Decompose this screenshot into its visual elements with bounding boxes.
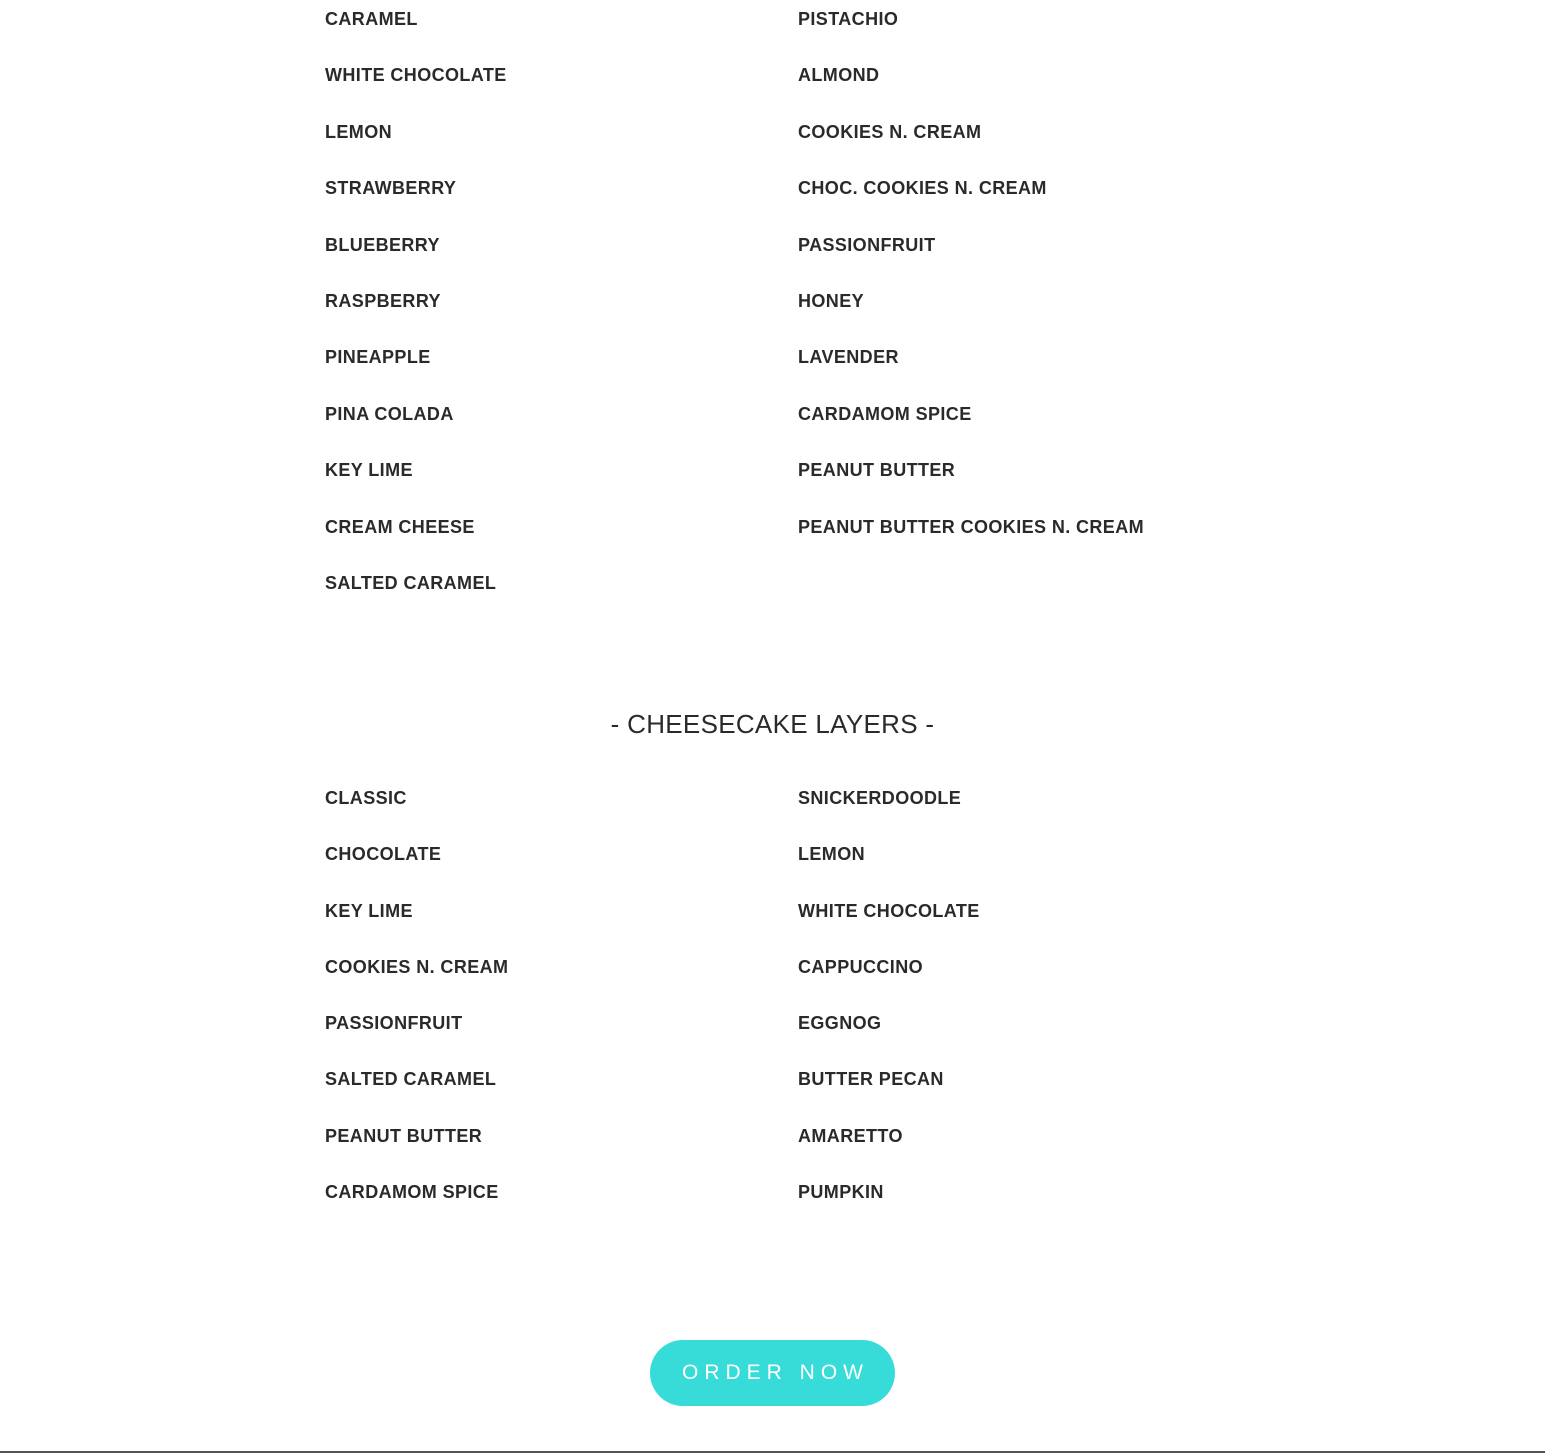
filling-flavor-item: STRAWBERRY <box>325 178 457 199</box>
cheesecake-layer-item: WHITE CHOCOLATE <box>798 900 980 921</box>
order-now-button[interactable]: ORDER NOW <box>650 1340 895 1406</box>
cheesecake-layer-item: CARDAMOM SPICE <box>325 1182 499 1203</box>
filling-flavor-item: PASSIONFRUIT <box>798 234 936 255</box>
cheesecake-layer-item: SALTED CARAMEL <box>325 1069 497 1090</box>
filling-flavor-item: COOKIES N. CREAM <box>798 121 982 142</box>
filling-flavor-item: PINEAPPLE <box>325 347 431 368</box>
cheesecake-layers-heading: - CHEESECAKE LAYERS - <box>610 709 935 739</box>
cheesecake-layer-item: PEANUT BUTTER <box>325 1125 483 1146</box>
cheesecake-layer-item: LEMON <box>798 844 865 865</box>
filling-flavor-item: ALMOND <box>798 65 880 86</box>
filling-flavor-item: PEANUT BUTTER <box>798 460 956 481</box>
cheesecake-layer-item: CLASSIC <box>325 788 407 808</box>
filling-flavor-item: WHITE CHOCOLATE <box>325 65 507 86</box>
filling-flavor-item: CREAM CHEESE <box>325 516 475 537</box>
cheesecake-layer-item: CAPPUCCINO <box>798 956 924 977</box>
cheesecake-layers-list <box>325 788 1275 1238</box>
cheesecake-layer-item: EGGNOG <box>798 1013 882 1034</box>
filling-flavor-item: RASPBERRY <box>325 290 441 311</box>
cheesecake-layer-item: KEY LIME <box>325 900 413 921</box>
cheesecake-layer-item: BUTTER PECAN <box>798 1069 944 1090</box>
cheesecake-layer-item: CHOCOLATE <box>325 844 442 865</box>
cheesecake-layer-item: COOKIES N. CREAM <box>325 956 509 977</box>
filling-flavor-item: HONEY <box>798 290 865 311</box>
fillings-flavor-list <box>325 9 1275 629</box>
cheesecake-layer-item: SNICKERDOODLE <box>798 788 962 808</box>
filling-flavor-item: PINA COLADA <box>325 403 454 424</box>
filling-flavor-item: LEMON <box>325 121 392 142</box>
filling-flavor-item: CARAMEL <box>325 9 418 29</box>
filling-flavor-item: CARDAMOM SPICE <box>798 403 972 424</box>
filling-flavor-item: PEANUT BUTTER COOKIES N. CREAM <box>798 516 1145 537</box>
filling-flavor-item: KEY LIME <box>325 460 413 481</box>
cheesecake-layer-item: AMARETTO <box>798 1125 903 1146</box>
filling-flavor-item: CHOC. COOKIES N. CREAM <box>798 178 1047 199</box>
filling-flavor-item: BLUEBERRY <box>325 234 440 255</box>
filling-flavor-item: SALTED CARAMEL <box>325 572 497 593</box>
filling-flavor-item: PISTACHIO <box>798 9 899 29</box>
filling-flavor-item: LAVENDER <box>798 347 899 368</box>
cheesecake-layer-item: PASSIONFRUIT <box>325 1013 463 1034</box>
cheesecake-layer-item: PUMPKIN <box>798 1182 884 1203</box>
